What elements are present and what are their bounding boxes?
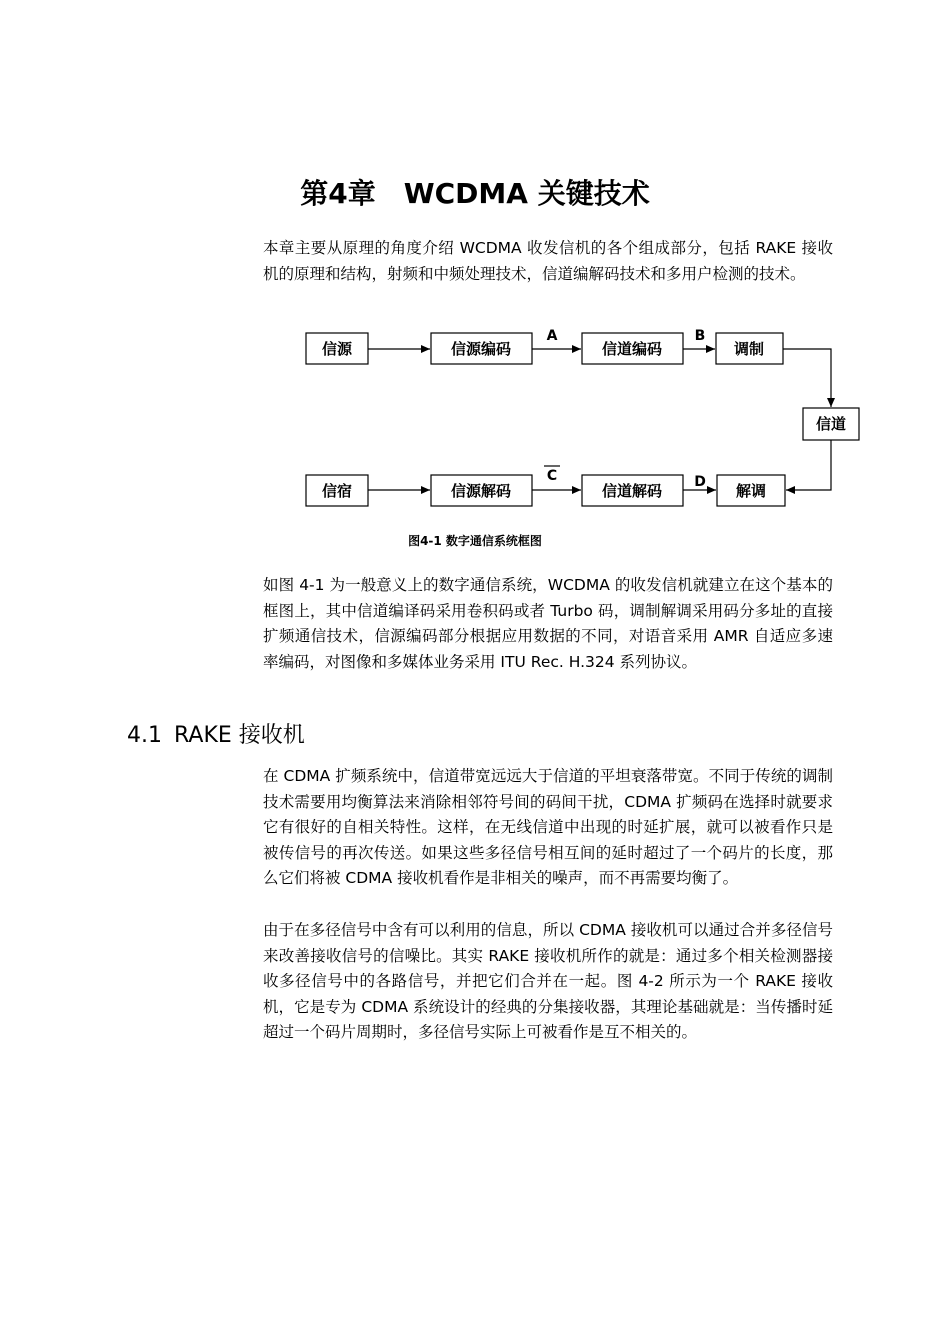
chapter-title: [0, 172, 950, 212]
box-channel-coding: [582, 333, 683, 364]
box-channel-coding-label: 信道编码: [601, 340, 663, 358]
box-source-coding: [431, 333, 532, 364]
box-source-decoding: [431, 475, 532, 506]
section-heading: [127, 718, 305, 749]
box-channel-label: 信道: [815, 415, 847, 433]
box-modulation: [716, 333, 783, 364]
chapter-label: 第4章: [300, 177, 376, 210]
intro-paragraph: 本章主要从原理的角度介绍 WCDMA 收发信机的各个组成部分，包括 RAKE 接收机的原理和结构，射频和中频处理技术，信道编解码技术和多用户检测的技术。: [263, 239, 833, 283]
label-d: D: [694, 474, 706, 490]
box-source-label: 信源: [321, 340, 353, 358]
block-diagram: [290, 320, 870, 520]
box-source-decoding-label: 信源解码: [450, 482, 512, 500]
label-a: A: [546, 328, 558, 344]
label-c: C: [546, 468, 558, 484]
box-channel-decoding-label: 信道解码: [601, 482, 663, 500]
label-b: B: [694, 328, 706, 344]
chapter-name: WCDMA 关键技术: [403, 177, 650, 210]
box-channel: [803, 408, 859, 440]
section-number: 4.1: [127, 723, 162, 748]
box-demodulation: [717, 475, 785, 506]
paragraph-2: 如图 4-1 为一般意义上的数字通信系统，WCDMA 的收发信机就建立在这个基本的框图上，其中信道编译码采用卷积码或者 Turbo 码，调制解调采用码分多址的直接扩频通信技术，信源编码部分根据应用数据的不同，对语音采用 AMR 自适应多速率编码，对图像和多媒体业务采用 ITU Rec. H.324 系列协议。: [263, 576, 833, 671]
section-title: RAKE 接收机: [174, 723, 305, 748]
paragraph-4: 由于在多径信号中含有可以利用的信息，所以 CDMA 接收机可以通过合并多径信号来改善接收信号的信噪比。其实 RAKE 接收机所作的就是：通过多个相关检测器接收多径信号中的各路信号，并把它们合并在一起。图 4-2 所示为一个 RAKE 接收机，它是专为 CDMA 系统设计的经典的分集接收器，其理论基础就是：当传播时延超过一个码片周期时，多径信号实际上可被看作是互不相关的。: [263, 921, 833, 1041]
arrow-4: [783, 349, 831, 407]
box-sink-label: 信宿: [321, 482, 353, 500]
box-source: [306, 333, 368, 364]
box-sink: [306, 475, 368, 506]
arrow-5: [786, 440, 831, 490]
box-modulation-label: 调制: [733, 340, 765, 358]
box-channel-decoding: [582, 475, 683, 506]
paragraph-3: 在 CDMA 扩频系统中，信道带宽远远大于信道的平坦衰落带宽。不同于传统的调制技术需要用均衡算法来消除相邻符号间的码间干扰，CDMA 扩频码在选择时就要求它有很好的自相关特性。这样，在无线信道中出现的时延扩展，就可以被看作只是被传信号的再次传送。如果这些多径信号相互间的延时超过了一个码片的长度，那么它们将被 CDMA 接收机看作是非相关的噪声，而不再需要均衡了。: [263, 767, 833, 887]
figure-caption: 图4-1 数字通信系统框图: [408, 534, 542, 548]
box-demodulation-label: 解调: [735, 482, 767, 500]
box-source-coding-label: 信源编码: [450, 340, 512, 358]
